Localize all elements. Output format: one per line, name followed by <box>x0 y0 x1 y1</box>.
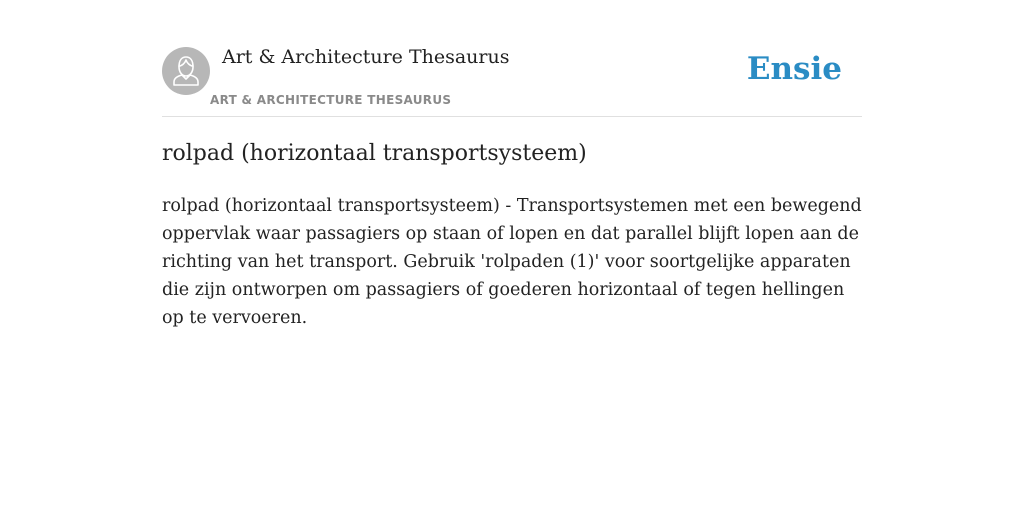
entry-definition: rolpad (horizontaal transportsysteem) - Transportsystemen met een bewegend oppervlak waar passagiers op staan of lopen en dat parallel blijft lopen aan de richting van het transport. Gebruik 'rolpaden (1)' voor soortgelijke apparaten die zijn ontworpen om passagiers of goederen horizontaal of tegen hellingen op te vervoeren. <box>162 196 862 328</box>
user-placeholder-icon <box>162 47 210 95</box>
author-name[interactable]: Art & Architecture Thesaurus <box>222 46 510 68</box>
entry-title: rolpad (horizontaal transportsysteem) <box>162 141 587 166</box>
category-label[interactable]: ART & ARCHITECTURE THESAURUS <box>210 93 452 107</box>
entry-header <box>162 40 862 117</box>
author-avatar[interactable] <box>162 47 210 95</box>
ensie-logo[interactable]: Ensie <box>746 51 842 87</box>
